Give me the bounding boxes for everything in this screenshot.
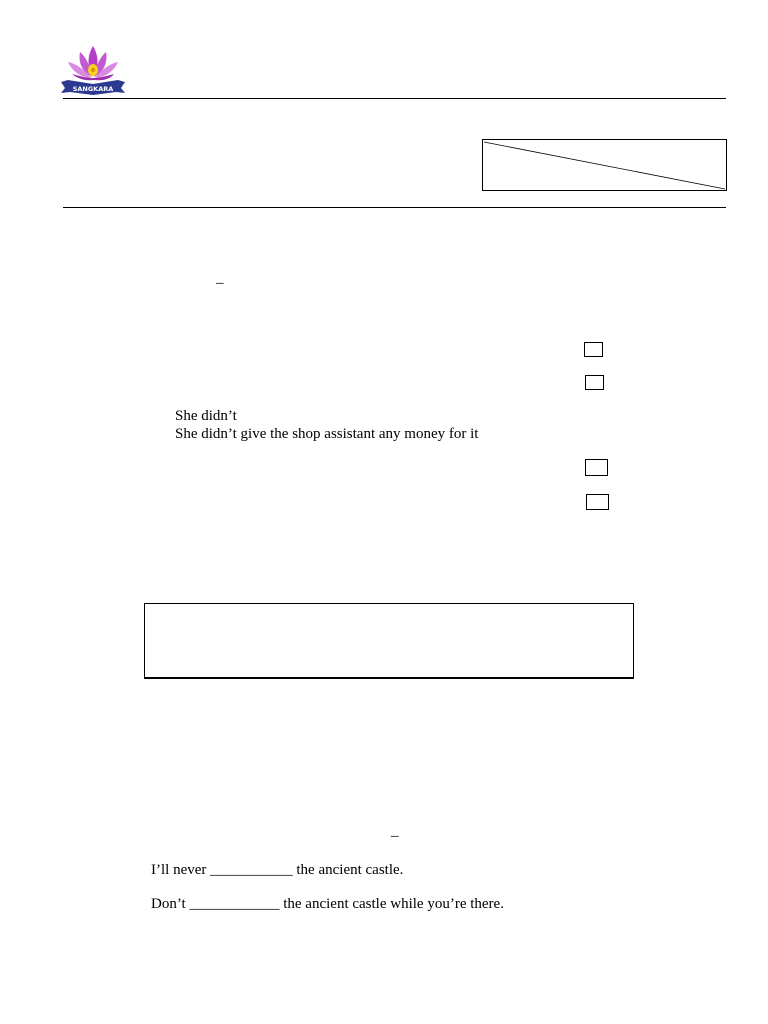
word-box [144,603,634,679]
answer-checkbox-3[interactable] [585,459,608,476]
option-three-line1: She didn’t [175,408,237,424]
fill-in-sentence-2: Don’t ____________ the ancient castle while you’re there. [151,896,504,912]
fill-in-sentence-1: I’ll never ___________ the ancient castle. [151,862,404,878]
logo-banner-text: SANGKARA [72,85,114,93]
school-logo [58,40,128,96]
answer-checkbox-2[interactable] [585,375,604,390]
marks-box [482,139,727,191]
option-three-line2: She didn’t give the shop assistant any money for it [175,426,479,442]
answer-checkbox-1[interactable] [584,342,603,357]
marks-box-diagonal [483,140,726,190]
header-divider [63,98,726,99]
answer-checkbox-4[interactable] [586,494,609,510]
section-divider [63,207,726,208]
question-one-dash: – [216,275,224,291]
question-two-dash: – [391,828,399,844]
lotus-flower-icon [58,40,128,96]
